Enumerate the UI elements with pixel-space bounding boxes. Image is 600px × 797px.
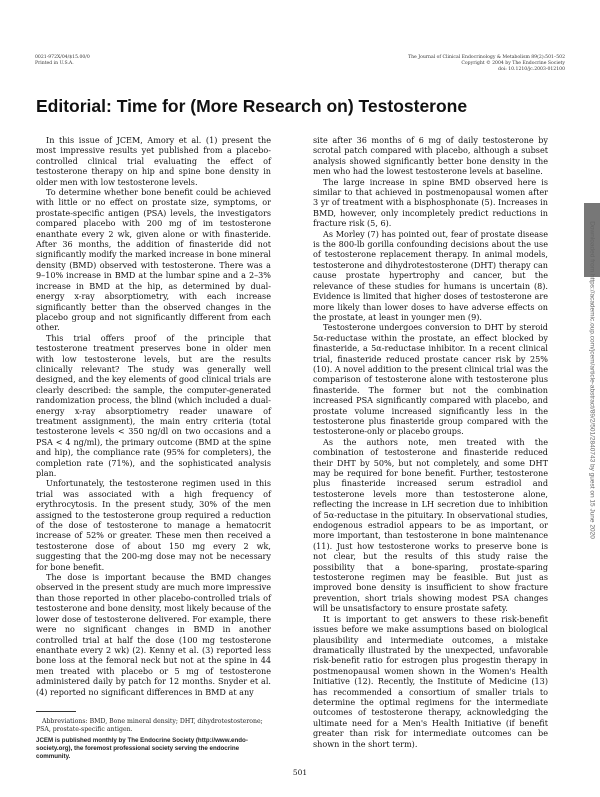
paragraph: Unfortunately, the testosterone regimen used in this trial was associated with a high frequency of erythrocytosis. In the present study, 30% of the men assigned to the testosterone group required a reduction of the dose of testosterone to manage a hematocrit increase of 52% or greater. These men then received a testosterone dose of about 150 mg every 2 wk, suggesting that the 200-mg dose may not be necessary for bone benefit. [36,478,271,572]
header-copyright: Copyright © 2004 by The Endocrine Society [461,61,565,66]
article-title: Editorial: Time for (More Research on) Testosterone [36,96,468,116]
footnotes [36,711,271,764]
right-column [313,135,548,749]
paragraph: This trial offers proof of the principle that testosterone treatment preserves bone in older men with low testosterone levels, but are the results clinically relevant? The study was generally well designed, and the key elements of good clinical trials are clearly described: the sample, the computer-generated randomization process, the blind (which included a dual-energy x-ray absorptiometry reader unaware of treatment assignment), the main entry criteria (total testosterone levels < 350 ng/dl on two occasions and a PSA < 4 ng/ml), the primary outcome (BMD at the spine and hip), the compliance rate (95% for completers), the completion rate (71%), and the sophisticated analysis plan. [36,332,271,478]
paragraph: site after 36 months of 6 mg of daily testosterone by scrotal patch compared with placebo, although a subset analysis showed significantly better bone density in the men who had the lowest testosterone levels at baseline. [313,135,548,177]
paragraph: To determine whether bone benefit could be achieved with little or no effect on prostate size, symptoms, or prostate-specific antigen (PSA) levels, the investigators compared placebo with 200 mg of im testosterone enanthate every 2 wk, given alone or with finasteride. After 36 months, the addition of finasteride did not significantly modify the marked increase in bone mineral density (BMD) observed with testosterone. There was a 9–10% increase in BMD at the lumbar spine and a 2–3% increase in BMD at the hip, as determined by dual-energy x-ray absorptiometry, with each increase significantly better than the observed changes in the placebo group and not significantly different from each other. [36,187,271,333]
header-journal: The Journal of Clinical Endocrinology & Metabolism 89(2):501–502 [408,55,565,60]
download-watermark: Downloaded from https://academic.oup.com/jcem/article-abstract/89/2/501/2840743 by guest on 15 June 2020 [588,221,596,539]
abbreviations-note: Abbreviations: BMD, Bone mineral density; DHT, dihydrotestosterone; PSA, prostate-specific antigen. [36,718,263,733]
page-number: 501 [292,768,308,777]
paragraph: The dose is important because the BMD changes observed in the present study are much more impressive than those reported in other placebo-controlled trials of testosterone and bone density, most likely because of the lower dose of testosterone delivered. For example, there were no significant changes in BMD in another controlled trial at half the dose (100 mg testosterone enanthate every 2 wk) (2). Kenny et al. (3) reported less bone loss at the femoral neck but not at the spine in 44 men treated with placebo or 5 mg of testosterone administered daily by patch for 12 months. Snyder et al. (4) reported no significant differences in BMD at any [36,572,271,697]
running-header-left [35,55,90,67]
paragraph: Testosterone undergoes conversion to DHT by steroid 5α-reductase within the prostate, an effect blocked by finasteride, a 5α-reductase inhibitor. In a recent clinical trial, finasteride reduced prostate cancer risk by 25% (10). A novel addition to the present clinical trial was the comparison of testosterone alone with testosterone plus finasteride. The former but not the combination increased PSA significantly compared with placebo, and prostate volume increased significantly less in the testosterone plus finasteride group compared with the testosterone-only or placebo groups. [313,322,548,437]
paragraph: In this issue of JCEM, Amory et al. (1) present the most impressive results yet published from a placebo-controlled clinical trial evaluating the effect of testosterone therapy on hip and spine bone density in older men with low testosterone levels. [36,135,271,187]
header-doi: doi: 10.1210/jc.2003-012100 [498,67,565,72]
header-printed: Printed in U.S.A. [35,61,74,66]
jcem-note: JCEM is published monthly by The Endocrine Society (http://www.endo-society.org), the foremost professional society serving the endocrine community. [36,737,248,760]
footnote-rule [36,711,76,712]
left-column [36,135,271,697]
header-code: 0021-972X/04/$15.00/0 [35,55,90,60]
paragraph: As the authors note, men treated with the combination of testosterone and finasteride reduced their DHT by 50%, but not completely, and some DHT may be required for bone benefit. Further, testosterone plus finasteride increased serum estradiol and testosterone levels more than testosterone alone, reflecting the increase in LH secretion due to inhibition of 5α-reductase in the pituitary. In observational studies, endogenous estradiol appears to be as important, or more important, than testosterone in bone maintenance (11). Just how testosterone works to preserve bone is not clear, but the results of this study raise the possibility that a bone-sparing, prostate-sparing testosterone regimen may be feasible. But just as improved bone density is insufficient to show fracture prevention, short trials showing modest PSA changes will be unsatisfactory to ensure prostate safety. [313,436,548,614]
paragraph: As Morley (7) has pointed out, fear of prostate disease is the 800-lb gorilla confounding decisions about the use of testosterone replacement therapy. In animal models, testosterone and dihydrotestosterone (DHT) therapy can cause prostate hypertrophy and cancer, but the relevance of these studies for humans is uncertain (8). Evidence is limited that higher doses of testosterone are more likely than lower doses to have adverse effects on the prostate, at least in younger men (9). [313,228,548,322]
paragraph: The large increase in spine BMD observed here is similar to that achieved in postmenopausal women after 3 yr of treatment with a bisphosphonate (5). Increases in BMD, however, only incompletely predict reductions in fracture risk (5, 6). [313,176,548,229]
running-header-right [408,55,565,73]
paragraph: It is important to get answers to these risk-benefit issues before we make assumptions based on biological plausibility and intermediate outcomes, a mistake dramatically illustrated by the unexpected, unfavorable risk-benefit ratio for estrogen plus progestin therapy in postmenopausal women shown in the Women's Health Initiative (12). Recently, the Institute of Medicine (13) has recommended a consortium of smaller trials to determine the optimal regimens for the intermediate outcomes of testosterone therapy, acknowledging the ultimate need for a Men's Health Initiative (if benefit greater than risk for intermediate outcomes can be shown in the short term). [313,613,548,749]
